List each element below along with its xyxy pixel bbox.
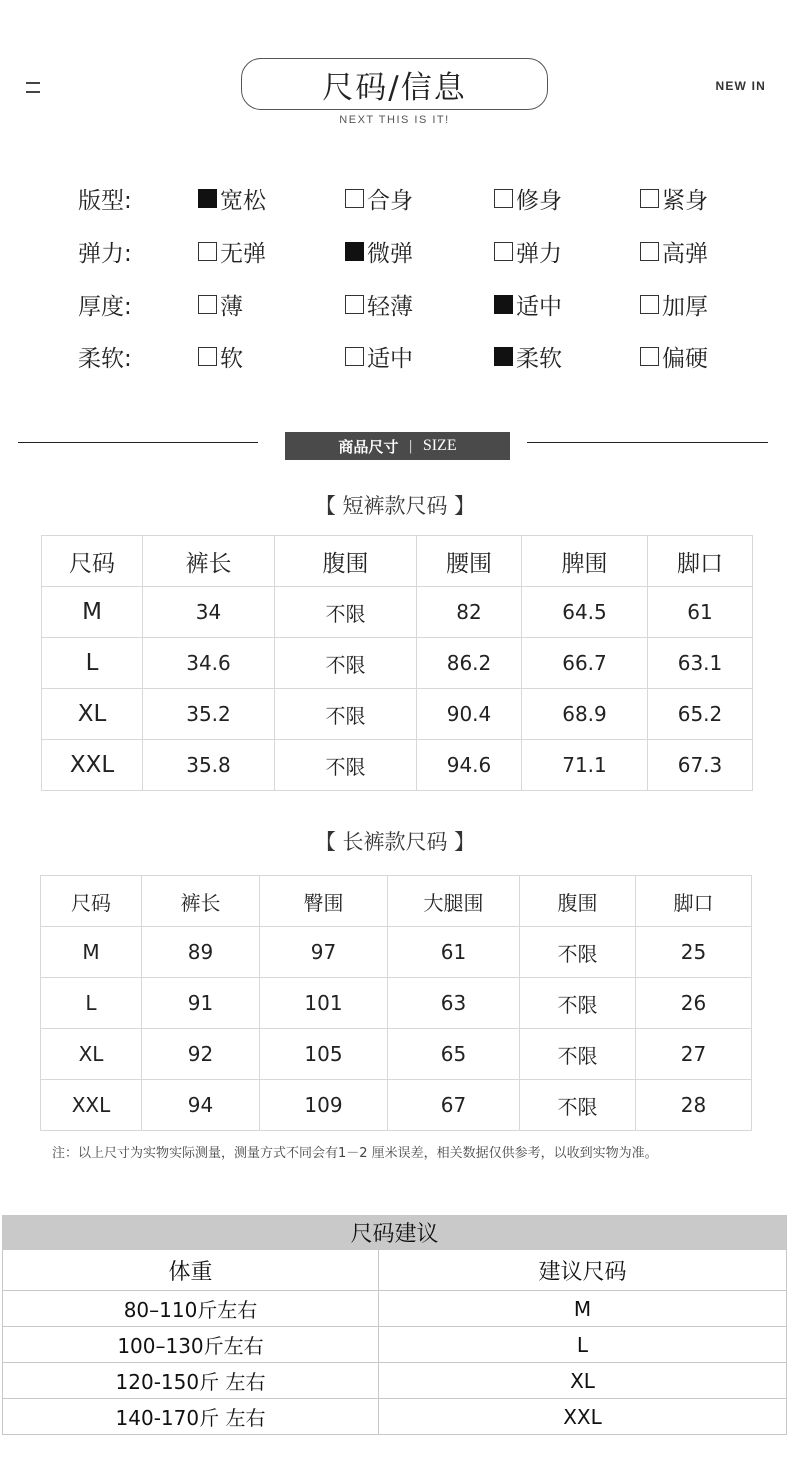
- table-cell: 64.5: [522, 587, 648, 638]
- unchecked-box-icon: [345, 189, 364, 208]
- attribute-option: [640, 182, 708, 215]
- table-cell: 26: [636, 978, 752, 1029]
- attribute-row: [0, 176, 790, 216]
- page-subtitle: NEXT THIS IS IT!: [339, 114, 450, 126]
- attribute-label: 柔软:: [78, 346, 132, 372]
- column-header: 建议尺码: [379, 1250, 787, 1291]
- attribute-option: [345, 182, 413, 215]
- table-cell: 92: [142, 1029, 260, 1080]
- new-in-badge: NEW IN: [715, 79, 766, 93]
- table-row: [42, 689, 753, 740]
- table-cell: 86.2: [417, 638, 522, 689]
- attribute-option: [198, 288, 243, 321]
- attribute-label: 版型:: [78, 188, 132, 214]
- section-separator: |: [408, 438, 413, 454]
- long-size-table: [40, 875, 752, 1131]
- unchecked-box-icon: [640, 242, 659, 261]
- attribute-option-label: 弹力: [516, 241, 562, 267]
- size-cell: L: [42, 638, 143, 689]
- attribute-option: [640, 288, 708, 321]
- table-cell: 63.1: [648, 638, 753, 689]
- table-cell: 不限: [275, 740, 417, 791]
- attribute-option-label: 柔软: [516, 346, 562, 372]
- table-cell: 66.7: [522, 638, 648, 689]
- table-cell: 68.9: [522, 689, 648, 740]
- column-header: 裤长: [142, 876, 260, 927]
- weight-cell: 140-170斤 左右: [3, 1399, 379, 1435]
- attribute-option: [640, 340, 708, 373]
- table-cell: 91: [142, 978, 260, 1029]
- column-header: 大腿围: [388, 876, 520, 927]
- checked-box-icon: [345, 242, 364, 261]
- table-cell: 35.2: [143, 689, 275, 740]
- size-cell: L: [41, 978, 142, 1029]
- table-cell: 63: [388, 978, 520, 1029]
- column-header: 体重: [3, 1250, 379, 1291]
- unchecked-box-icon: [640, 295, 659, 314]
- table-cell: 67: [388, 1080, 520, 1131]
- table-row: [41, 978, 752, 1029]
- divider-right: [527, 442, 768, 443]
- section-title-zh: 商品尺寸: [338, 437, 399, 456]
- table-cell: 82: [417, 587, 522, 638]
- table-cell: 97: [260, 927, 388, 978]
- attribute-option: [198, 182, 266, 215]
- attribute-option-label: 无弹: [220, 241, 266, 267]
- weight-cell: 120-150斤 左右: [3, 1363, 379, 1399]
- attribute-option: [198, 235, 266, 268]
- table-cell: 61: [388, 927, 520, 978]
- unchecked-box-icon: [345, 295, 364, 314]
- table-cell: 89: [142, 927, 260, 978]
- column-header: 脾围: [522, 536, 648, 587]
- table-cell: 28: [636, 1080, 752, 1131]
- section-header: [285, 432, 510, 460]
- table-cell: 35.8: [143, 740, 275, 791]
- attribute-option-label: 适中: [367, 346, 413, 372]
- table-cell: 不限: [520, 978, 636, 1029]
- size-cell: M: [42, 587, 143, 638]
- table-cell: 67.3: [648, 740, 753, 791]
- attribute-label: 厚度:: [78, 294, 132, 320]
- suggestion-row: [3, 1363, 787, 1399]
- weight-cell: 80–110斤左右: [3, 1291, 379, 1327]
- size-suggestion-table: [2, 1215, 787, 1435]
- table-row: [41, 1080, 752, 1131]
- table-cell: 105: [260, 1029, 388, 1080]
- suggestion-header-row: [3, 1250, 787, 1291]
- column-header: 臀围: [260, 876, 388, 927]
- attribute-option: [640, 235, 708, 268]
- suggestion-row: [3, 1291, 787, 1327]
- attribute-option-label: 修身: [516, 188, 562, 214]
- column-header: 脚口: [648, 536, 753, 587]
- column-header: 腹围: [520, 876, 636, 927]
- attribute-option: [494, 182, 562, 215]
- size-cell: XXL: [42, 740, 143, 791]
- table-cell: 65: [388, 1029, 520, 1080]
- unchecked-box-icon: [345, 347, 364, 366]
- short-table-title: 【 短裤款尺码 】: [314, 494, 476, 518]
- suggestion-title: 尺码建议: [3, 1216, 787, 1250]
- unchecked-box-icon: [198, 295, 217, 314]
- checked-box-icon: [494, 295, 513, 314]
- attribute-option-label: 适中: [516, 294, 562, 320]
- short-size-table: [41, 535, 753, 791]
- unchecked-box-icon: [494, 189, 513, 208]
- divider-left: [18, 442, 258, 443]
- attribute-option-label: 偏硬: [662, 346, 708, 372]
- attribute-option-label: 高弹: [662, 241, 708, 267]
- size-cell: XL: [379, 1363, 787, 1399]
- long-table-title: 【 长裤款尺码 】: [314, 830, 476, 854]
- unchecked-box-icon: [198, 347, 217, 366]
- menu-icon[interactable]: [26, 80, 40, 94]
- attribute-option-label: 薄: [220, 294, 243, 320]
- unchecked-box-icon: [640, 189, 659, 208]
- size-cell: XXL: [379, 1399, 787, 1435]
- table-cell: 34.6: [143, 638, 275, 689]
- attribute-row: [0, 334, 790, 374]
- column-header: 腹围: [275, 536, 417, 587]
- column-header: 脚口: [636, 876, 752, 927]
- table-cell: 不限: [520, 927, 636, 978]
- attribute-option: [198, 340, 243, 373]
- size-cell: XL: [42, 689, 143, 740]
- unchecked-box-icon: [640, 347, 659, 366]
- attribute-option-label: 微弹: [367, 241, 413, 267]
- page-title: 尺码/信息: [241, 58, 548, 110]
- attribute-label: 弹力:: [78, 241, 132, 267]
- table-cell: 90.4: [417, 689, 522, 740]
- table-cell: 不限: [520, 1029, 636, 1080]
- table-row: [42, 638, 753, 689]
- table-cell: 65.2: [648, 689, 753, 740]
- column-header: 裤长: [143, 536, 275, 587]
- table-cell: 27: [636, 1029, 752, 1080]
- table-header-row: [41, 876, 752, 927]
- attribute-option-label: 加厚: [662, 294, 708, 320]
- size-cell: M: [41, 927, 142, 978]
- attribute-option-label: 软: [220, 346, 243, 372]
- table-row: [42, 587, 753, 638]
- attribute-option: [494, 340, 562, 373]
- size-cell: XXL: [41, 1080, 142, 1131]
- attribute-option: [494, 235, 562, 268]
- checked-box-icon: [198, 189, 217, 208]
- table-cell: 不限: [275, 689, 417, 740]
- suggestion-row: [3, 1327, 787, 1363]
- table-cell: 61: [648, 587, 753, 638]
- unchecked-box-icon: [494, 242, 513, 261]
- table-cell: 101: [260, 978, 388, 1029]
- table-row: [41, 927, 752, 978]
- attribute-option: [345, 288, 413, 321]
- unchecked-box-icon: [198, 242, 217, 261]
- weight-cell: 100–130斤左右: [3, 1327, 379, 1363]
- table-cell: 94: [142, 1080, 260, 1131]
- column-header: 尺码: [41, 876, 142, 927]
- table-cell: 71.1: [522, 740, 648, 791]
- attribute-option: [494, 288, 562, 321]
- checked-box-icon: [494, 347, 513, 366]
- attribute-option-label: 轻薄: [367, 294, 413, 320]
- attribute-option-label: 合身: [367, 188, 413, 214]
- measurement-note: 注：以上尺寸为实物实际测量，测量方式不同会有1－2 厘米误差，相关数据仅供参考，以收到实物为准。: [52, 1146, 658, 1161]
- table-cell: 不限: [520, 1080, 636, 1131]
- attribute-row: [0, 229, 790, 269]
- attribute-option-label: 紧身: [662, 188, 708, 214]
- attribute-row: [0, 282, 790, 322]
- size-cell: M: [379, 1291, 787, 1327]
- table-cell: 94.6: [417, 740, 522, 791]
- table-header-row: [42, 536, 753, 587]
- table-cell: 不限: [275, 587, 417, 638]
- size-cell: XL: [41, 1029, 142, 1080]
- attribute-option: [345, 235, 413, 268]
- table-cell: 109: [260, 1080, 388, 1131]
- section-title-en: SIZE: [422, 437, 457, 454]
- attribute-option-label: 宽松: [220, 188, 266, 214]
- attribute-option: [345, 340, 413, 373]
- table-cell: 25: [636, 927, 752, 978]
- table-row: [41, 1029, 752, 1080]
- column-header: 尺码: [42, 536, 143, 587]
- table-row: [42, 740, 753, 791]
- column-header: 腰围: [417, 536, 522, 587]
- table-cell: 不限: [275, 638, 417, 689]
- table-cell: 34: [143, 587, 275, 638]
- size-cell: L: [379, 1327, 787, 1363]
- suggestion-row: [3, 1399, 787, 1435]
